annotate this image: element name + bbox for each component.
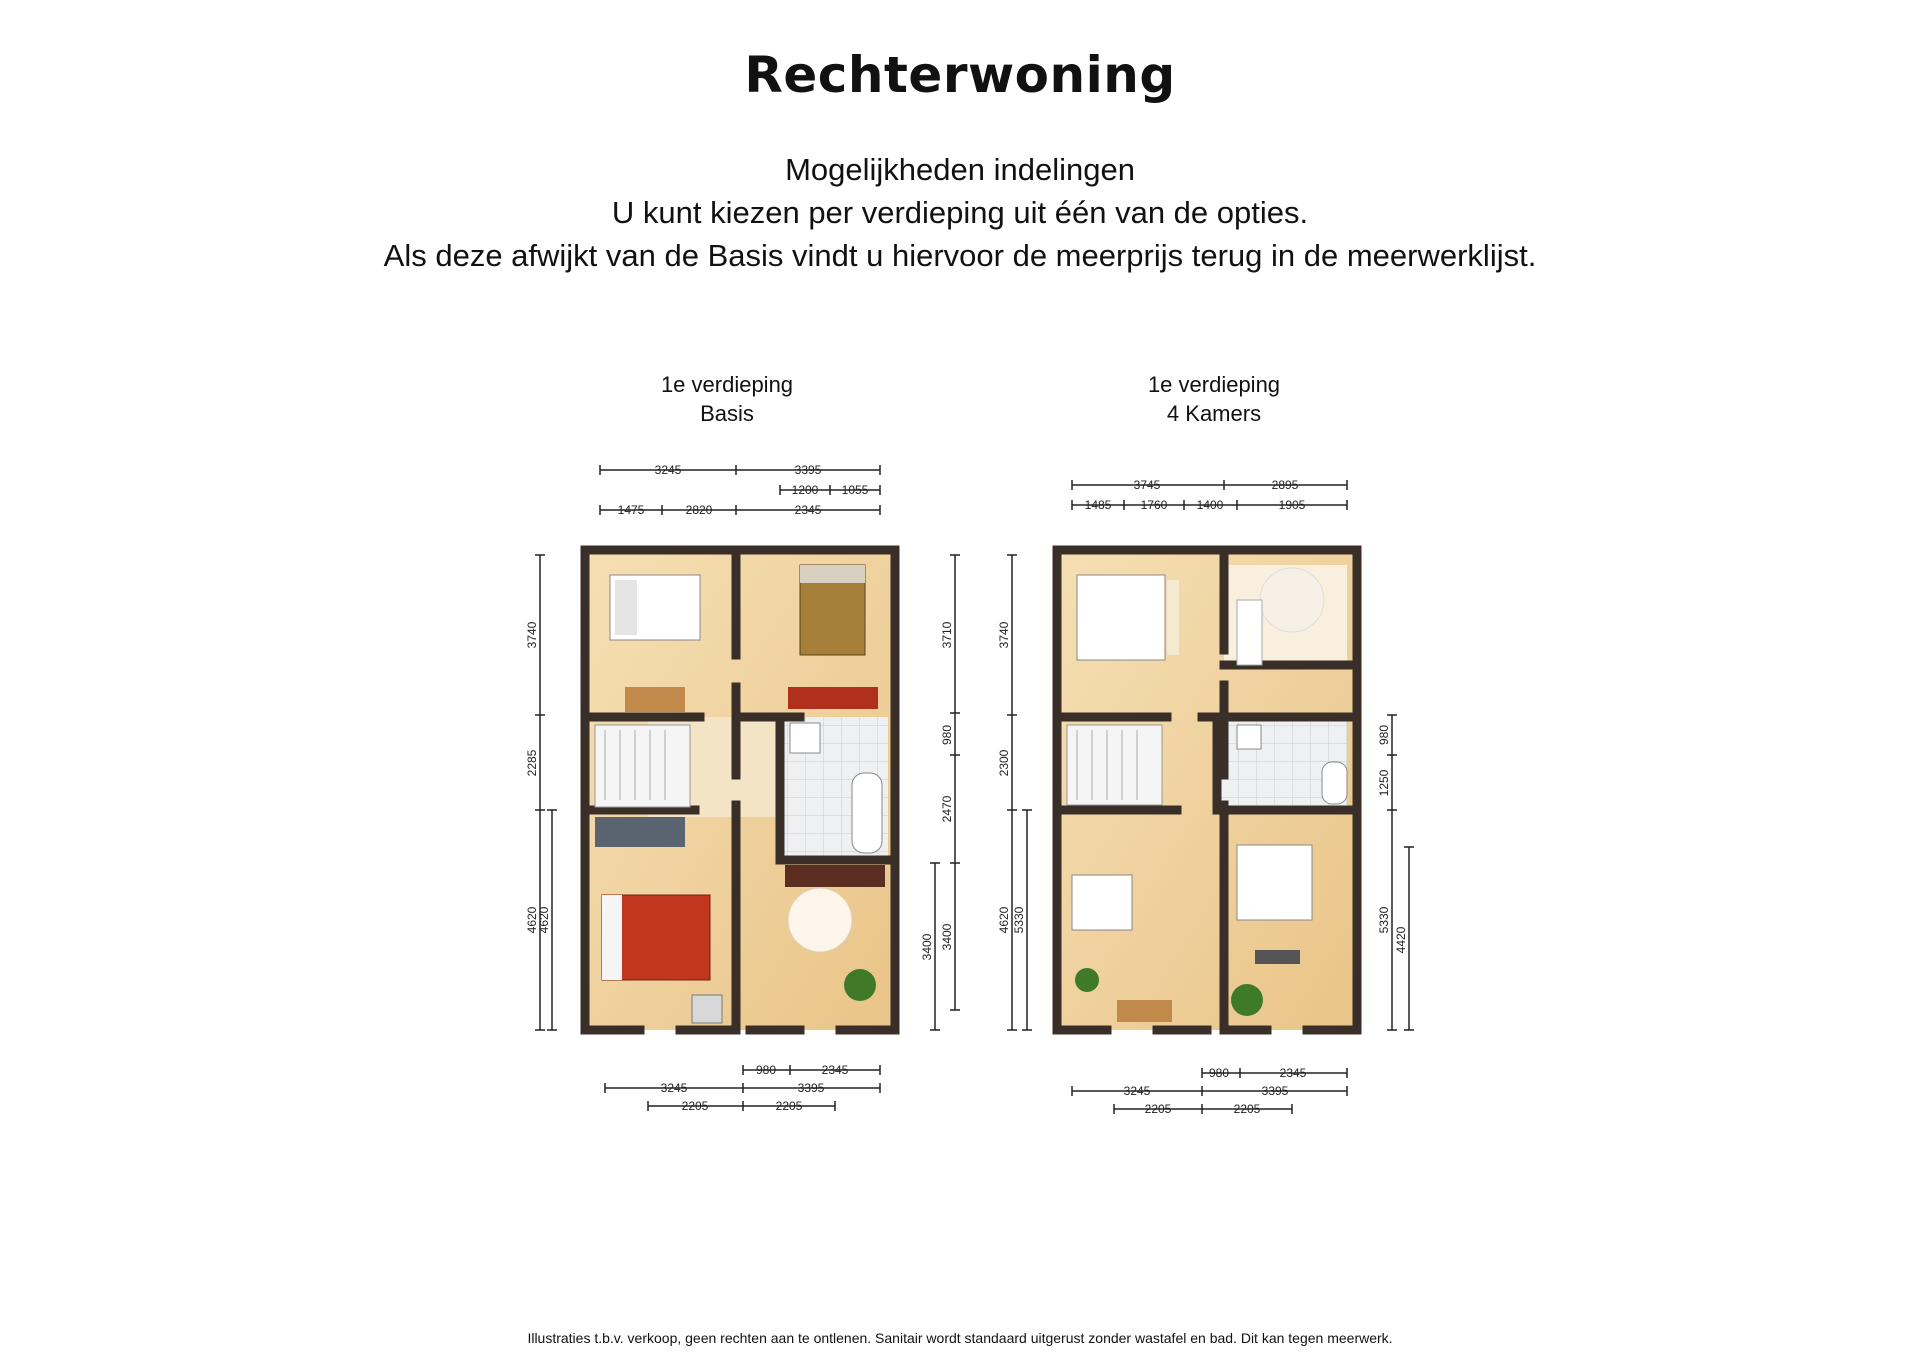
dim-label: 3395 <box>794 463 822 477</box>
dim-label: 1760 <box>1140 498 1168 512</box>
plan-basis-floor: 1e verdieping <box>660 372 794 397</box>
dim-label: 2205 <box>681 1099 709 1113</box>
dim-label: 2345 <box>1279 1066 1307 1080</box>
dim-label: 4420 <box>1394 926 1408 954</box>
plan-basis-variant: Basis <box>700 401 754 426</box>
dim-label: 5330 <box>1012 906 1026 934</box>
dim-label: 3740 <box>525 621 539 649</box>
disclaimer: Illustraties t.b.v. verkoop, geen rechten aan te ontlenen. Sanitair wordt standaard uitgerust zonder wastafel en bad. Dit kan tegen meerwerk. <box>527 1330 1393 1346</box>
intro-line-1: Mogelijkheden indelingen <box>785 152 1135 187</box>
dim-label: 2205 <box>1144 1102 1172 1116</box>
dim-label: 2820 <box>685 503 713 517</box>
dim-label: 1250 <box>1377 769 1391 797</box>
dim-label: 3740 <box>997 621 1011 649</box>
plan-basis-caption <box>527 370 927 428</box>
intro-line-2: U kunt kiezen per verdieping uit één van de opties. <box>611 195 1309 230</box>
dim-label: 4620 <box>525 906 539 934</box>
dim-label: 2205 <box>775 1099 803 1113</box>
dim-label: 2300 <box>997 749 1011 777</box>
dim-label: 2345 <box>821 1063 849 1077</box>
floorplan-4kamers <box>987 455 1467 1135</box>
dim-label: 1905 <box>1278 498 1306 512</box>
dim-label: 4620 <box>997 906 1011 934</box>
dim-label: 1485 <box>1084 498 1112 512</box>
dim-label: 3710 <box>940 621 954 649</box>
page-title: Rechterwoning <box>744 46 1176 104</box>
dim-label: 1400 <box>1196 498 1224 512</box>
dim-label: 980 <box>1377 724 1391 746</box>
dim-label: 4620 <box>537 906 551 934</box>
dim-label: 3395 <box>797 1081 825 1095</box>
plan-4kamers-floor: 1e verdieping <box>1147 372 1281 397</box>
dim-label: 2470 <box>940 795 954 823</box>
dim-label: 3245 <box>1123 1084 1151 1098</box>
dim-label: 3400 <box>940 923 954 951</box>
dim-label: 3245 <box>654 463 682 477</box>
dim-label: 980 <box>755 1063 777 1077</box>
dim-label: 3400 <box>920 933 934 961</box>
plan-4kamers-caption <box>1014 370 1414 428</box>
dim-label: 2345 <box>794 503 822 517</box>
dim-label: 2895 <box>1271 478 1299 492</box>
floorplan-basis <box>500 455 980 1135</box>
intro-line-3: Als deze afwijkt van de Basis vindt u hiervoor de meerprijs terug in de meerwerklijst. <box>383 238 1537 273</box>
dim-label: 1475 <box>617 503 645 517</box>
dim-label: 5330 <box>1377 906 1391 934</box>
intro-text <box>0 148 1920 277</box>
dim-label: 3245 <box>660 1081 688 1095</box>
dim-label: 2205 <box>1233 1102 1261 1116</box>
dim-label: 3395 <box>1261 1084 1289 1098</box>
dim-label: 2285 <box>525 749 539 777</box>
dim-label: 3745 <box>1133 478 1161 492</box>
dim-label: 980 <box>940 724 954 746</box>
dim-label: 1055 <box>841 483 869 497</box>
plan-4kamers-variant: 4 Kamers <box>1166 401 1262 426</box>
dim-label: 980 <box>1208 1066 1230 1080</box>
dim-label: 1200 <box>791 483 819 497</box>
